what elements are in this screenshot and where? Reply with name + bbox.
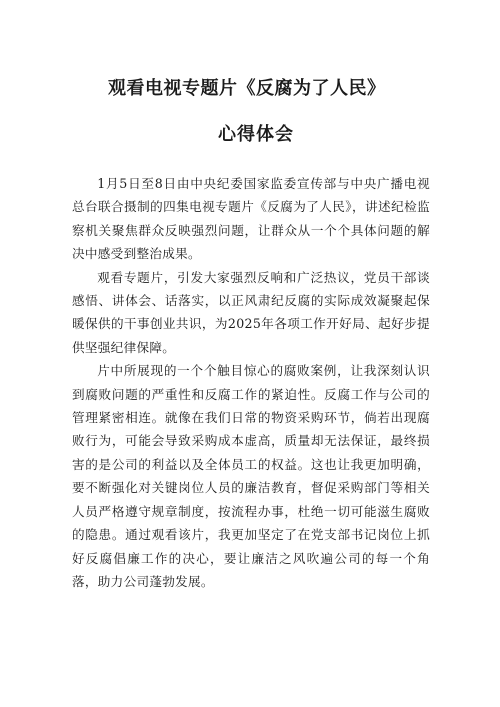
paragraph-3: 片中所展现的一个个触目惊心的腐败案例，让我深刻认识到腐败问题的严重性和反腐工作的紧迫性。反腐工作与公司的管理紧密相连。就像在我们日常的物资采购环节，倘若出现腐败行为，可能会导致采购成本虚高，质量却无法保证，最终损害的是公司的利益以及全体员工的权益。这也让我更加明确，要不断强化对关键岗位人员的廉洁教育，督促采购部门等相关人员严格遵守规章制度，按流程办事，杜绝一切可能滋生腐败的隐患。通过观看该片，我更加坚定了在党支部书记岗位上抓好反腐倡廉工作的决心，要让廉洁之风吹遍公司的每一个角落，助力公司蓬勃发展。	[72, 363, 430, 589]
paragraph-1: 1月5日至8日由中央纪委国家监委宣传部与中央广播电视总台联合摄制的四集电视专题片《反腐为了人民》，讲述纪检监察机关聚焦群众反映强烈问题，让群众从一个个具体问题的解决中感受到整治成果。	[72, 176, 430, 262]
document-title: 观看电视专题片《反腐为了人民》	[108, 78, 386, 99]
document-body	[72, 172, 430, 593]
document-subtitle: 心得体会	[218, 124, 294, 145]
paragraph-2: 观看专题片，引发大家强烈反响和广泛热议，党员干部谈感悟、讲体会、话落实，以正风肃纪反腐的实际成效凝聚起保暖保供的干事创业共识，为2025年各项工作开好局、起好步提供坚强纪律保障。	[72, 269, 430, 355]
